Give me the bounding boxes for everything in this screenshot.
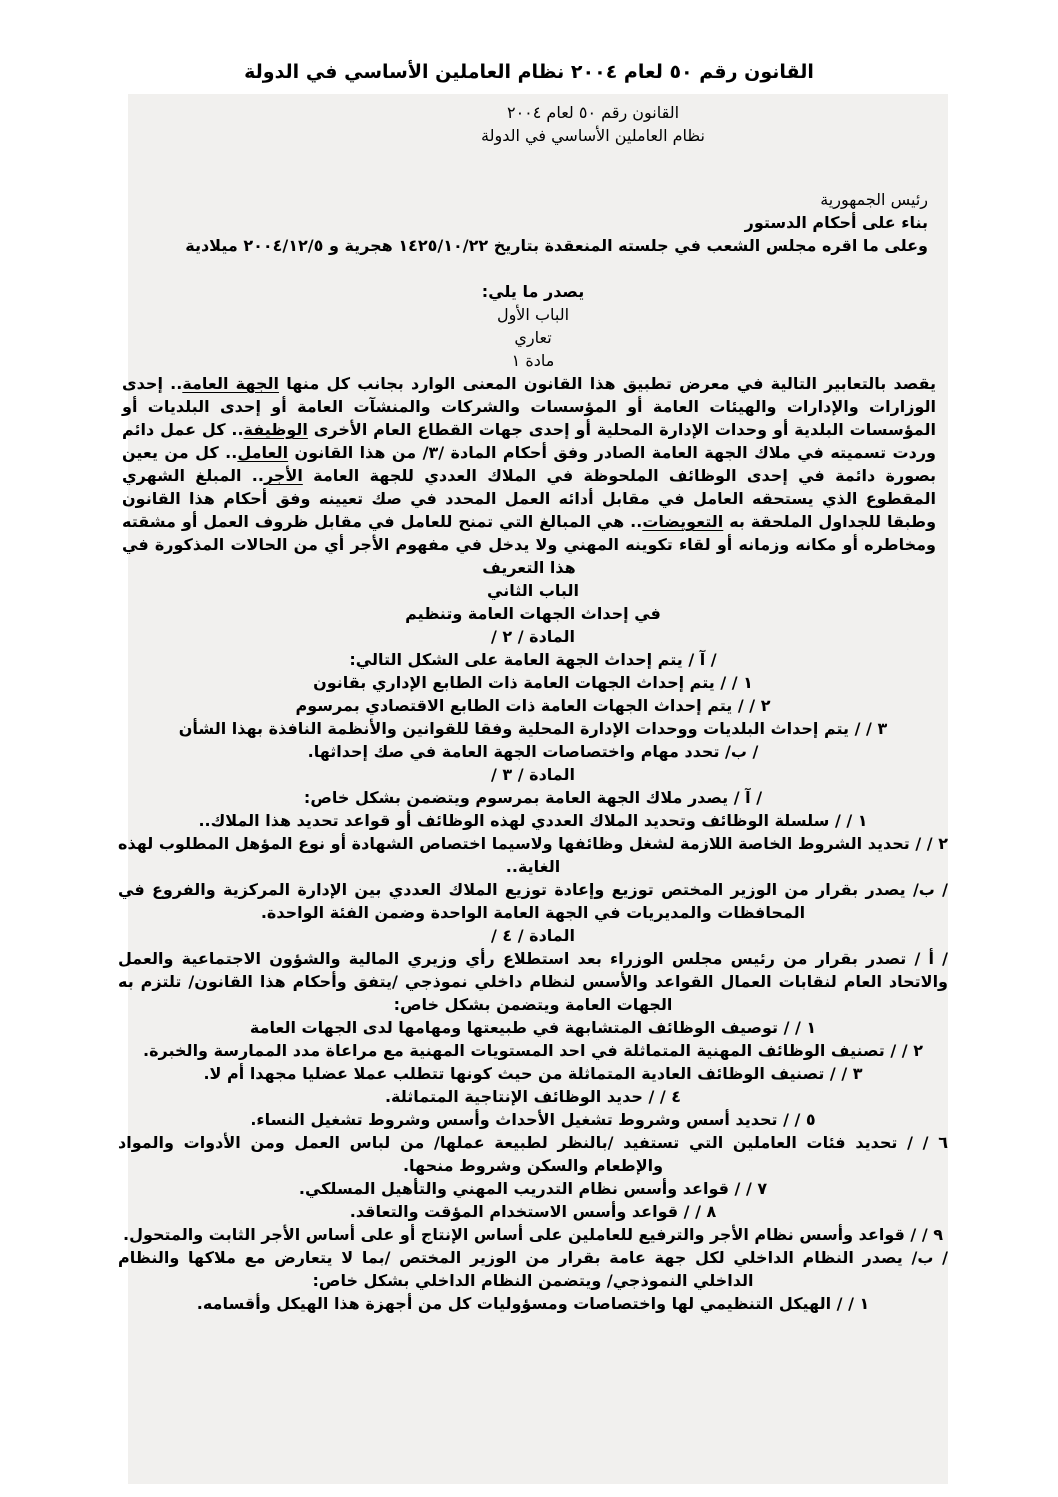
article4-item-6: ٦ / / تحديد فئات العاملين التي تستفيد /بالنظر لطبيعة عملها/ من لباس العمل ومن الأدوات والمواد والإطعام والسكن وشروط منحها. <box>118 1133 948 1175</box>
article4-item-8: ٨ / / قواعد وأسس الاستخدام المؤقت والتعاقد. <box>349 1202 717 1221</box>
article4-item-3: ٣ / / تصنيف الوظائف العادية المتماثلة من حيث كونها تتطلب عملا عضليا مجهدا أم لا. <box>203 1064 863 1083</box>
preamble <box>118 188 948 257</box>
page-header-title: القانون رقم ٥٠ لعام ٢٠٠٤ نظام العاملين الأساسي في الدولة <box>244 61 814 83</box>
definition-text: .. المبلغ الشهري المقطوع الذي يستحقه العامل في مقابل أدائه العمل المحدد في صك تعيينه وفق أحكام هذا القانون وطبقا للجداول الملحقة به <box>122 466 937 531</box>
definition-text: .. كل من يعين بصورة دائمة في إحدى الوظائف الملحوظة في الملاك العددي للجهة العامة <box>122 443 937 485</box>
issuer: رئيس الجمهورية <box>820 190 928 209</box>
article2-item-1: ١ / / يتم إحداث الجهات العامة ذات الطابع الإداري بقانون <box>313 673 753 692</box>
article4-item-9: ٩ / / قواعد وأسس نظام الأجر والترفيع للعاملين على أساس الإنتاج أو على أساس الأجر الثابت والمتحول. <box>123 1225 943 1244</box>
law-number: القانون رقم ٥٠ لعام ٢٠٠٤ <box>506 103 680 122</box>
issues-statement: يصدر ما يلي: <box>481 282 585 301</box>
article2-clause-a: / آ / يتم إحداث الجهة العامة على الشكل التالي: <box>349 650 717 669</box>
article4-clause-a: / أ / تصدر بقرار من رئيس مجلس الوزراء بعد استطلاع رأي وزيري المالية والشؤون الاجتماعية والعمل والاتحاد العام لنقابات العمال القواعد والأسس لنظام داخلي نموذجي /يتفق وأحكام هذا القانون/ تلتزم به الجهات العامة ويتضمن بشكل خاص: <box>118 949 948 1014</box>
definition-text: .. كل عمل دائم وردت تسميته في ملاك الجهة العامة الصادر وفق أحكام المادة /٣/ من هذا القانون <box>122 420 936 462</box>
article3-item-1: ١ / / سلسلة الوظائف وتحديد الملاك العددي لهذه الوظائف أو قواعد تحديد هذا الملاك.. <box>198 811 868 830</box>
chapter1-heading: الباب الأول <box>496 305 570 324</box>
chapter1-subheading: تعاري <box>514 328 552 347</box>
definition-text: .. هي المبالغ التي تمنح للعامل في مقابل ظروف العمل أو مشقته ومخاطره أو مكانه وزمانه أو لقاء تكوينه المهني ولا يدخل في مفهوم الأجر أي من الحالات المذكورة في هذا التعريف <box>122 512 936 577</box>
article4-item-2: ٢ / / تصنيف الوظائف المهنية المتماثلة في احد المستويات المهنية مع مراعاة مدد الممارسة والخبرة. <box>143 1041 923 1060</box>
term-job: الوظيفة <box>243 420 308 439</box>
constitution-basis: بناء على أحكام الدستور <box>744 213 928 232</box>
article3-item-2: ٢ / / تحديد الشروط الخاصة اللازمة لشغل وظائفها ولاسيما اختصاص الشهادة أو نوع المؤهل المطلوب لهذه الغاية.. <box>118 834 948 876</box>
article3-clause-a: / آ / يصدر ملاك الجهة العامة بمرسوم ويتضمن بشكل خاص: <box>303 788 763 807</box>
article4-item-1: ١ / / توصيف الوظائف المتشابهة في طبيعتها ومهامها لدى الجهات العامة <box>249 1018 817 1037</box>
parliament-approval: وعلى ما اقره مجلس الشعب في جلسته المنعقدة بتاريخ ١٤٢٥/١٠/٢٢ هجرية و ٢٠٠٤/١٢/٥ ميلادية <box>185 236 928 255</box>
article3-clause-b: / ب/ يصدر بقرار من الوزير المختص توزيع وإعادة توزيع الملاك العددي بين الإدارة المركزية والفروع في المحافظات والمديريات في الجهة العامة الواحدة وضمن الفئة الواحدة. <box>118 880 948 922</box>
definition-text: يقصد بالتعابير التالية في معرض تطبيق هذا القانون المعنى الوارد بجانب كل منها <box>278 374 937 393</box>
article3-title: المادة / ٣ / <box>490 765 576 784</box>
document-body <box>118 101 948 1315</box>
term-compensations: التعويضات <box>642 512 724 531</box>
definition-text: .. إحدى الوزارات والإدارات والهيئات العامة أو المؤسسات والشركات والمنشآت العامة أو إحدى البلديات أو المؤسسات البلدية أو وحدات الإدارة المحلية أو إحدى جهات القطاع العام الأخرى <box>122 374 937 439</box>
term-worker: العامل <box>237 443 289 462</box>
definitions-paragraph <box>118 372 948 579</box>
term-public-entity: الجهة العامة <box>182 374 279 393</box>
law-title-block <box>118 101 948 147</box>
chapter2-subheading: في إحداث الجهات العامة وتنظيم <box>405 604 661 623</box>
article4-title: المادة / ٤ / <box>490 926 576 945</box>
article4-clause-b-item-1: ١ / / الهيكل التنظيمي لها واختصاصات ومسؤوليات كل من أجهزة هذا الهيكل وأقسامه. <box>196 1294 870 1313</box>
article4-item-5: ٥ / / تحديد أسس وشروط تشغيل الأحداث وأسس وشروط تشغيل النساء. <box>250 1110 816 1129</box>
article4-clause-b: / ب/ يصدر النظام الداخلي لكل جهة عامة بقرار من الوزير المختص /بما لا يتعارض مع ملاكها والنظام الداخلي النموذجي/ ويتضمن النظام الداخلي بشكل خاص: <box>118 1248 948 1290</box>
article4-item-7: ٧ / / قواعد وأسس نظام التدريب المهني والتأهيل المسلكي. <box>298 1179 768 1198</box>
article2-item-2: ٢ / / يتم إحداث الجهات العامة ذات الطابع الاقتصادي بمرسوم <box>295 696 771 715</box>
article1-title: مادة ١ <box>511 351 555 370</box>
term-wage: الأجر <box>263 466 303 485</box>
article2-item-3: ٣ / / يتم إحداث البلديات ووحدات الإدارة المحلية وفقا للقوانين والأنظمة النافذة بهذا الشأن <box>178 719 888 738</box>
article4-item-4: ٤ / / حديد الوظائف الإنتاجية المتماثلة. <box>384 1087 682 1106</box>
law-name: نظام العاملين الأساسي في الدولة <box>481 126 705 145</box>
article2-title: المادة / ٢ / <box>490 627 576 646</box>
chapter2-heading: الباب الثاني <box>487 581 579 600</box>
article2-clause-b: / ب/ تحدد مهام واختصاصات الجهة العامة في صك إحداثها. <box>307 742 759 761</box>
